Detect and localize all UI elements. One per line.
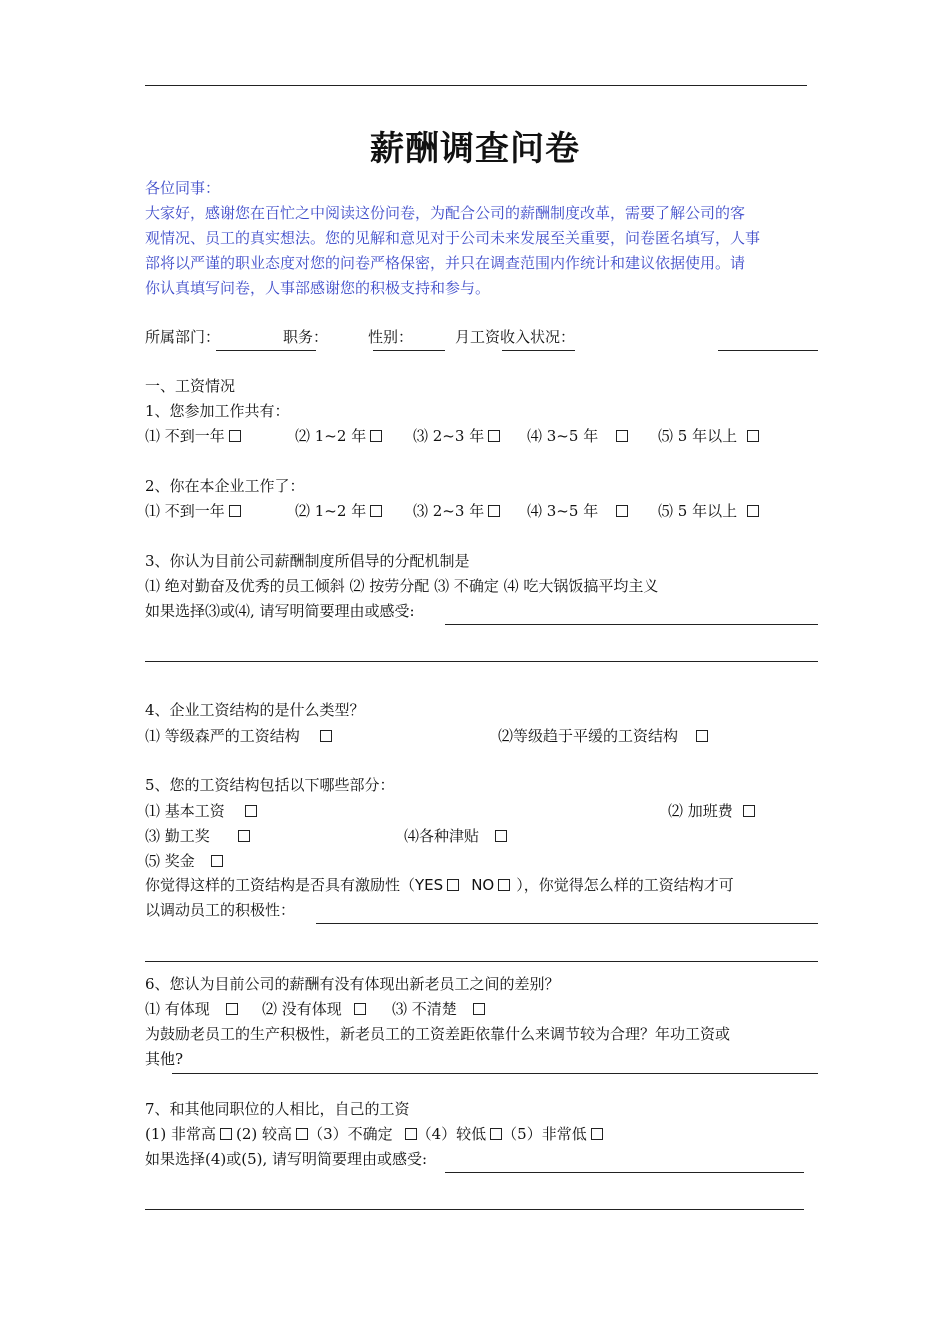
- checkbox[interactable]: [370, 505, 382, 517]
- q3-followup: 如果选择⑶或⑷, 请写明简要理由或感受:: [145, 602, 415, 620]
- q5-option-3[interactable]: ⑶ 勤工奖: [145, 826, 250, 846]
- q5-option-5[interactable]: ⑸ 奖金: [145, 851, 223, 871]
- q3-answer-line-1[interactable]: [445, 624, 818, 625]
- checkbox[interactable]: [296, 1128, 308, 1140]
- checkbox[interactable]: [747, 505, 759, 517]
- q5-answer-line-2[interactable]: [145, 961, 818, 962]
- checkbox[interactable]: [488, 430, 500, 442]
- intro-line-2: 观情况、员工的真实想法。您的见解和意见对于公司未来发展至关重要，问卷匿名填写，人事: [145, 229, 761, 247]
- checkbox[interactable]: [354, 1003, 366, 1015]
- q1-option-3[interactable]: ⑶ 2~3 年: [413, 426, 500, 446]
- page-title: 薪酬调查问卷: [370, 129, 580, 169]
- checkbox[interactable]: [473, 1003, 485, 1015]
- q1-option-4[interactable]: ⑷ 3~5 年: [527, 426, 628, 446]
- checkbox[interactable]: [220, 1128, 232, 1140]
- checkbox[interactable]: [743, 805, 755, 817]
- q5-option-4[interactable]: ⑷各种津贴: [404, 826, 507, 846]
- checkbox[interactable]: [488, 505, 500, 517]
- checkbox[interactable]: [370, 430, 382, 442]
- q1-option-5[interactable]: ⑸ 5 年以上: [658, 426, 759, 446]
- q6-followup-2: 其他?: [145, 1050, 184, 1068]
- checkbox[interactable]: [591, 1128, 603, 1140]
- checkbox[interactable]: [229, 430, 241, 442]
- position-label: 职务：: [283, 328, 329, 346]
- intro-line-4: 你认真填写问卷，人事部感谢您的积极支持和参与。: [145, 279, 491, 297]
- q4-option-1[interactable]: ⑴ 等级森严的工资结构: [145, 726, 332, 746]
- q5-followup-2: 以调动员工的积极性：: [145, 901, 296, 919]
- q6-option-1[interactable]: ⑴ 有体现: [145, 999, 238, 1019]
- q4-text: 4、企业工资结构的是什么类型？: [145, 701, 365, 719]
- income-field-a[interactable]: [502, 350, 575, 351]
- q2-option-3[interactable]: ⑶ 2~3 年: [413, 501, 500, 521]
- q2-option-5[interactable]: ⑸ 5 年以上: [658, 501, 759, 521]
- yes-checkbox[interactable]: [447, 879, 459, 891]
- gender-field[interactable]: [373, 350, 445, 351]
- q2-text: 2、你在本企业工作了：: [145, 477, 305, 495]
- checkbox[interactable]: [495, 830, 507, 842]
- checkbox[interactable]: [229, 505, 241, 517]
- q6-option-3[interactable]: ⑶ 不清楚: [392, 999, 485, 1019]
- intro-line-1: 大家好，感谢您在百忙之中阅读这份问卷，为配合公司的薪酬制度改革，需要了解公司的客: [145, 204, 746, 222]
- checkbox[interactable]: [226, 1003, 238, 1015]
- q5-option-1[interactable]: ⑴ 基本工资: [145, 801, 257, 821]
- checkbox[interactable]: [490, 1128, 502, 1140]
- q1-option-1[interactable]: ⑴ 不到一年: [145, 426, 241, 446]
- income-field-b[interactable]: [718, 350, 818, 351]
- q6-answer-line[interactable]: [172, 1073, 818, 1074]
- q3-answer-line-2[interactable]: [145, 661, 818, 662]
- q5-answer-line-1[interactable]: [316, 923, 818, 924]
- checkbox[interactable]: [696, 730, 708, 742]
- q6-option-2[interactable]: ⑵ 没有体现: [262, 999, 366, 1019]
- q2-option-2[interactable]: ⑵ 1~2 年: [295, 501, 382, 521]
- gender-label: 性别：: [368, 328, 414, 346]
- income-label: 月工资收入状况：: [455, 328, 576, 346]
- checkbox[interactable]: [211, 855, 223, 867]
- q7-options: (1) 非常高 (2) 较高 （3）不确定 （4）较低 （5）非常低: [145, 1124, 603, 1144]
- q3-options: ⑴ 绝对勤奋及优秀的员工倾斜 ⑵ 按劳分配 ⑶ 不确定 ⑷ 吃大锅饭搞平均主义: [145, 577, 659, 595]
- checkbox[interactable]: [238, 830, 250, 842]
- section1-heading: 一、工资情况: [145, 377, 236, 395]
- dept-label: 所属部门：: [145, 328, 221, 346]
- q1-text: 1、您参加工作共有：: [145, 402, 290, 420]
- q7-followup: 如果选择(4)或(5), 请写明简要理由或感受:: [145, 1150, 428, 1168]
- checkbox[interactable]: [245, 805, 257, 817]
- q5-followup-1: 你觉得这样的工资结构是否具有激励性（YES NO ），你觉得怎么样的工资结构才可: [145, 876, 734, 894]
- q2-option-1[interactable]: ⑴ 不到一年: [145, 501, 241, 521]
- q5-option-2[interactable]: ⑵ 加班费: [668, 801, 755, 821]
- top-rule: [145, 85, 807, 86]
- checkbox[interactable]: [405, 1128, 417, 1140]
- q5-text: 5、您的工资结构包括以下哪些部分：: [145, 776, 395, 794]
- intro-line-3: 部将以严谨的职业态度对您的问卷严格保密，并只在调查范围内作统计和建议依据使用。请: [145, 254, 746, 272]
- q1-option-2[interactable]: ⑵ 1~2 年: [295, 426, 382, 446]
- dept-field[interactable]: [216, 350, 316, 351]
- checkbox[interactable]: [616, 505, 628, 517]
- checkbox[interactable]: [616, 430, 628, 442]
- checkbox[interactable]: [747, 430, 759, 442]
- q7-answer-line-1[interactable]: [445, 1172, 804, 1173]
- q7-text: 7、和其他同职位的人相比，自己的工资: [145, 1100, 410, 1118]
- checkbox[interactable]: [320, 730, 332, 742]
- q7-answer-line-2[interactable]: [145, 1209, 804, 1210]
- q6-followup-1: 为鼓励老员工的生产积极性，新老员工的工资差距依靠什么来调节较为合理？年功工资或: [145, 1025, 731, 1043]
- q6-text: 6、您认为目前公司的薪酬有没有体现出新老员工之间的差别？: [145, 975, 560, 993]
- no-checkbox[interactable]: [498, 879, 510, 891]
- q2-option-4[interactable]: ⑷ 3~5 年: [527, 501, 628, 521]
- greeting: 各位同事：: [145, 179, 221, 197]
- q4-option-2[interactable]: ⑵等级趋于平缓的工资结构: [498, 726, 708, 746]
- q3-text: 3、你认为目前公司薪酬制度所倡导的分配机制是: [145, 552, 470, 570]
